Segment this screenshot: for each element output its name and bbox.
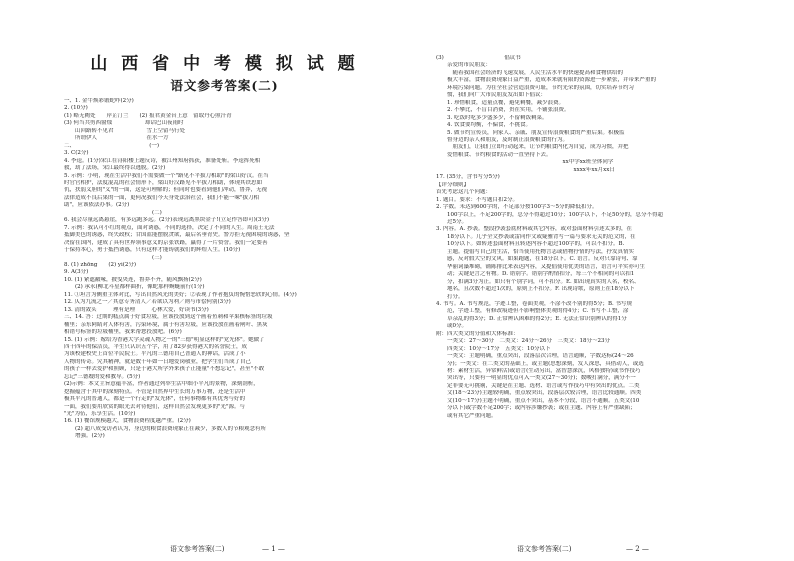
answer-line: 相错号标签的垃圾桶里，我来帮您投放吧。(6分) [64,329,182,336]
answer-line: 一类文：主题明确，重点突出，段落层次合理，语言通顺，字数达标(24～26 [436,353,634,360]
answer-line: 1. 珍惜粮食，适量点餐，避免剩餐，减少浪费。 [436,99,564,106]
answer-line: 17. (35分，含书写分5分) [436,174,500,181]
footer-left-page-number: — 1 — [262,545,285,553]
answer-line: 4. 饮食要均衡，不偏食，不挑食。 [436,122,531,129]
answer-line: (3) 何当共剪西窗烛 却话巴山夜雨时 [64,120,184,127]
answer-line: 15. (1) 示例：嫁给为香港大学灵魂人物之一的"三德"明显这样的"党光体"。她做了 [64,336,265,343]
answer-line: 文(10～17分)主题不明确，重点不突出，基本不分段，语言不通顺。五类文(10 [436,397,640,404]
answer-line: 材：素材生活，异常鲜活)或语言(生动另出，富智慧深沉，风格独特)或书作技巧 [436,368,641,375]
exam-subtitle: 语文参考答案(二) [170,78,279,93]
answer-line: (1) 略无阙处 岸芷汀兰 (2) 报君黄金台上意 留取丹心照汗青 [64,112,232,119]
answer-line: 5. 做节约宣传员，向家人、亲戚、朋友宣传浪费粮食的严重后果。积极监 [436,129,625,136]
answer-line: 助"，应该依法办事。(2分) [64,202,130,209]
answer-line: "光"为伍，乐享生活。(10分) [64,411,136,418]
footer-right-page-number: — 2 — [626,545,649,553]
answer-line: xx中学xx班全体同学 [436,159,614,166]
answer-line: 抵御美色的诱惑，终失政权；甘国蓝能摆脱贪欲，最后名垂青史。警方拒无视困境的诱惑，坚 [64,232,290,239]
answer-line: 打分。 [436,293,464,300]
answer-line: 18分以下。几乎全文抄袭或雷同作文或疑雅背写一篇与要求无关的范文的，在 [436,233,636,240]
answer-line: 3. 内容。A. 抄袭。整段抄袭套底材料或其它内容，或对套面材料引述太多的，在 [436,226,632,233]
answer-line: 3. 吃饭时吃多少盛多少，不留剩饭剩菜。 [436,114,548,121]
answer-line: 挖掘蕴含于其中的深刻特点。不管是自然界中生长的万事万物，还是生活中 [64,388,246,395]
answer-line: 100字以上，不足200字的，总分不得超过10分；100字以下，不足50分的，总分不得超 [436,211,663,218]
left-answer-body [64,98,385,441]
answer-line: 3. C(2分) [64,150,89,157]
answer-line: 朋友们，让我们立即行动起来，让节约粮食内化为自觉，成为习惯，并把 [436,144,629,151]
answer-line: 惯，我们向广大市民朋友发出如下倡议： [436,92,547,99]
answer-line: 山回路转不见君 雪上空留马行处 [64,127,186,134]
answer-line: 华丽词藻堆砌，铺陈排比来表达内容，又提倡使用优美的语言，语言可平实亦可生 [436,263,646,270]
answer-line: 三、14. 答：过期的糕点属于好食垃圾，应该投放到这个画着鱼刺和苹果核标签的垃圾 [64,314,273,321]
answer-line: (2)示例：本文主旨意蕴丰富，作者通过列举生活中细小平凡的景物，深刻剖析， [64,381,259,388]
answer-line: 范，字迹工整，有修改痕迹但不影响整体美观的得4分；C. 书写不工整，涂 [436,308,629,315]
answer-line: 定非要无可挑剔，关键是在主题、选材、语言或写作技巧中有突出的优点。二类 [436,382,640,389]
answer-line: 极其平凡的普通人，都是一个行走的"发光体"，任何事物都有其优秀与好的 [64,396,246,403]
answer-line: 分以下)或字数不足200字；或内容涉嫌抄袭；或在主题、内容上有严重缺陷； [436,405,636,412]
answer-line: 突出等，只要有一明显的优点可入一类文(27～30分)；数峻打满分，满分不一 [436,375,636,382]
answer-line: (2) 承永(柳北斗星都样曲折，像蛇那样蜿蜒前行(1分) [64,284,205,291]
answer-line: 附：四大类文的分值和大体标准： [436,330,519,337]
answer-line: 首先考虑这几个问题： [436,189,492,196]
answer-line: 时官官相护，法度混乱的社会情形下，梁山好汉路见不平拔刀相助，体现其铁思如 [64,179,263,186]
answer-line: 4. 李逵。(1分)宋江在浔阳楼上题反诗，被江州知府抓获，准备处斩。李逵挥死相 [64,157,261,164]
answer-line: 【评分细则】 [436,181,470,188]
answer-line: (二) [64,209,162,216]
answer-line: 四类文：10分～17分 五类文：10分以下 [436,345,551,352]
answer-line: 一类文：27～30分 二类文：24分～26分 三类文：18分～23分 [436,338,610,345]
answer-line: 10分以下。如转述套面材料且转述内容不超过100字的，可以不扣分。B. [436,241,625,248]
exam-title: 山 西 省 中 考 模 拟 试 题 [90,54,359,74]
answer-line: 或0分。 [436,323,467,330]
answer-line: 所谓伊人 在水一方 [64,135,169,142]
answer-line: 1. 题目。要求：不写题目扣2分。 [436,196,518,203]
right-answer-body [436,55,763,420]
answer-line: 一面，我们要用欣赏的眼光去对待他们，这样自然会发现更多的"光"源。与 [64,403,246,410]
answer-line: 极大丰富，食物浪费现象日益严重，造成本来就有限的资源进一步紧张，并带来严重的 [436,77,657,84]
answer-line: 7. 示例：我认可小红的观点，面对诱惑，不同的选择，决定了不同的人生。周南王无法 [64,224,275,231]
answer-line: 10. (1) 紧遮敝喙，披曳央连，鲁莽不齐，随风飘扬(2分) [64,276,202,283]
answer-line: 桶里；亲东阿睛对人体有害，污染环境，属于有害垃圾，应该投放在画着闸叶、黑灰 [64,321,268,328]
answer-line: 6. 我会尽量远离悬崖，有多远跑多远。(2分)表现远离黑块金子!(立足作答即可)(3分) [64,217,270,224]
answer-line: 12. 仄为九流之一／其意专务清人／若欲以为利／则与市侩何别(3分) [64,299,231,306]
footer-right-label: 语文参考答案(二) [517,545,572,553]
answer-line: 二、 (一) [64,142,160,149]
answer-line: 分，扣满3分为止。如只有个别字词，可不扣分。E. 如出现真实的人名，校名、 [436,278,640,285]
answer-line: 仇，扶弱义胆的"义"的一面，这是可理解的；但同时也要看到他们冲动，鲁莽，无视 [64,187,268,194]
answer-line: 2. 字数。未达到600字的，不足部分按100字3～5分的降低扣分。 [436,204,598,211]
footer-left-label: 语文参考答案(二) [170,545,225,553]
answer-line: 4. 书写。A. 书写规范，字迹工整，卷面美观，不涂不改不别的得5分；B. 书写规 [436,300,633,307]
answer-line: 随着我国社会经济的飞速发展，人民生活水平的快速提高和食物供给的 [436,69,624,76]
answer-line: 救，劫了法场，宋江最终得以逃脱。(2分) [64,165,166,172]
answer-line: 或有其它严重问题。 [436,412,497,419]
answer-line: 一、1. 金牛焕彩锻蛇咋(2分) [64,98,134,104]
answer-line: 主题。提倡写自己的生活，恰当使用托物言志或借物抒情的写法，抒发真情实 [436,248,635,255]
answer-line: 督身边的亲人和朋友，及时制止浪费粮食的行为。 [436,136,569,143]
answer-line: 2. (10分) [64,105,88,112]
answer-line: 决留在国内，建成了具有世界领事意义的京张铁路，赢得了一片赞誉。我们一定要善 [64,239,268,246]
answer-line: 草杂乱的得3分；D. 正常辨认困难的得2分；E. 无法正常识别辨认的得1分 [436,315,627,322]
answer-line: 四十四年的保洁员，平生只认识五个字，用了82岁获得港大的名誉院士，成 [64,343,248,350]
answer-line: 16. (1) 餐馆规模越大，食物浪费程度越严重。(2分) [64,418,191,425]
answer-line: (3) 倡议书 [436,55,521,61]
answer-line: 13. 清的敛头 理有是理 心林大爱，好读书(3分) [64,306,209,313]
answer-line: 人物的传奇。究其精神，就是数十年如一日地爱岗敬业，把学生们当成了自己 [64,358,252,365]
answer-line: (2) 超八成受访者认为，身边的粮食浪费现象正在减少，多数人的节粮观念有所 [64,425,267,432]
answer-line: 感，反对假大空的文风。如果跑题，在18分以下。C. 语言。反对只靠诗句、靠 [436,256,638,263]
answer-line: (三) [64,254,162,261]
answer-line: 分)；一类文：在二类文的基础上，或主题(思想深刻，发人深思，具借动人，或选 [436,360,644,367]
answer-line: 环境污染问题。为在全社会营造浪费可耻，节约光荣的氛围，切实培养节约习 [436,84,635,91]
answer-line: 的孩子一样去爱护和照顾，只是于港大所学外来孩子正能量"不想忘记"，甚至"不敢 [64,366,265,373]
answer-line: 增强。(2分) [64,433,105,440]
answer-line: 过5分。 [436,218,467,225]
answer-line: 文(18～23分)主题较明确，重点较突出，段落层次较合理，语言比较通顺。四类 [436,390,642,397]
answer-line: 地名，且次数不超过1次的，原则上不扣分。F. 出现诗歌，原则上在18分以下 [436,286,635,293]
answer-line: 8. (1) zhōng (2) yì(2分) [64,261,137,268]
answer-line: 忘记"三德嫂的爱和教导。(5分) [64,373,141,380]
answer-line: 11. ①坦言为侧重主体对比，写出自然风光的美好；②表现了作者抱负的惋惜恶欣的心情。(4分) [64,291,297,298]
answer-line: 5. 示例：小明，现在生活中我们不需要做一个"路见不平拔刀相助"的梁山好汉。在当 [64,172,269,179]
answer-line: xxxx年xx月xx日 [436,166,615,173]
answer-line: 9. A(3分) [64,269,89,276]
answer-line: 法律造成不良后果的一面，更何况我们今天身处法治社会，我们不能一味"拔刀相 [64,194,260,201]
answer-line: 于保持本心，勇于抵挡诱惑，只有这样才能铸就我们的辉煌人生。(10分) [64,247,241,254]
answer-line: 动；关键是言之有物。D. 错别字。错别字酌情扣分，每三个不相同的可以扣1 [436,271,635,278]
answer-line: 亲爱的市民朋友： [436,62,492,69]
answer-line: 爱惜粮食、节约粮食的活动一直坚持下去。 [436,151,552,158]
answer-line: 2. 不攀比，不盲目消费，贵在实用，不铺张浪费。 [436,107,570,114]
answer-line: 为该校建校史上首位平民院士。平凡的三德用自己普通人的神话，活成了小 [64,351,246,358]
